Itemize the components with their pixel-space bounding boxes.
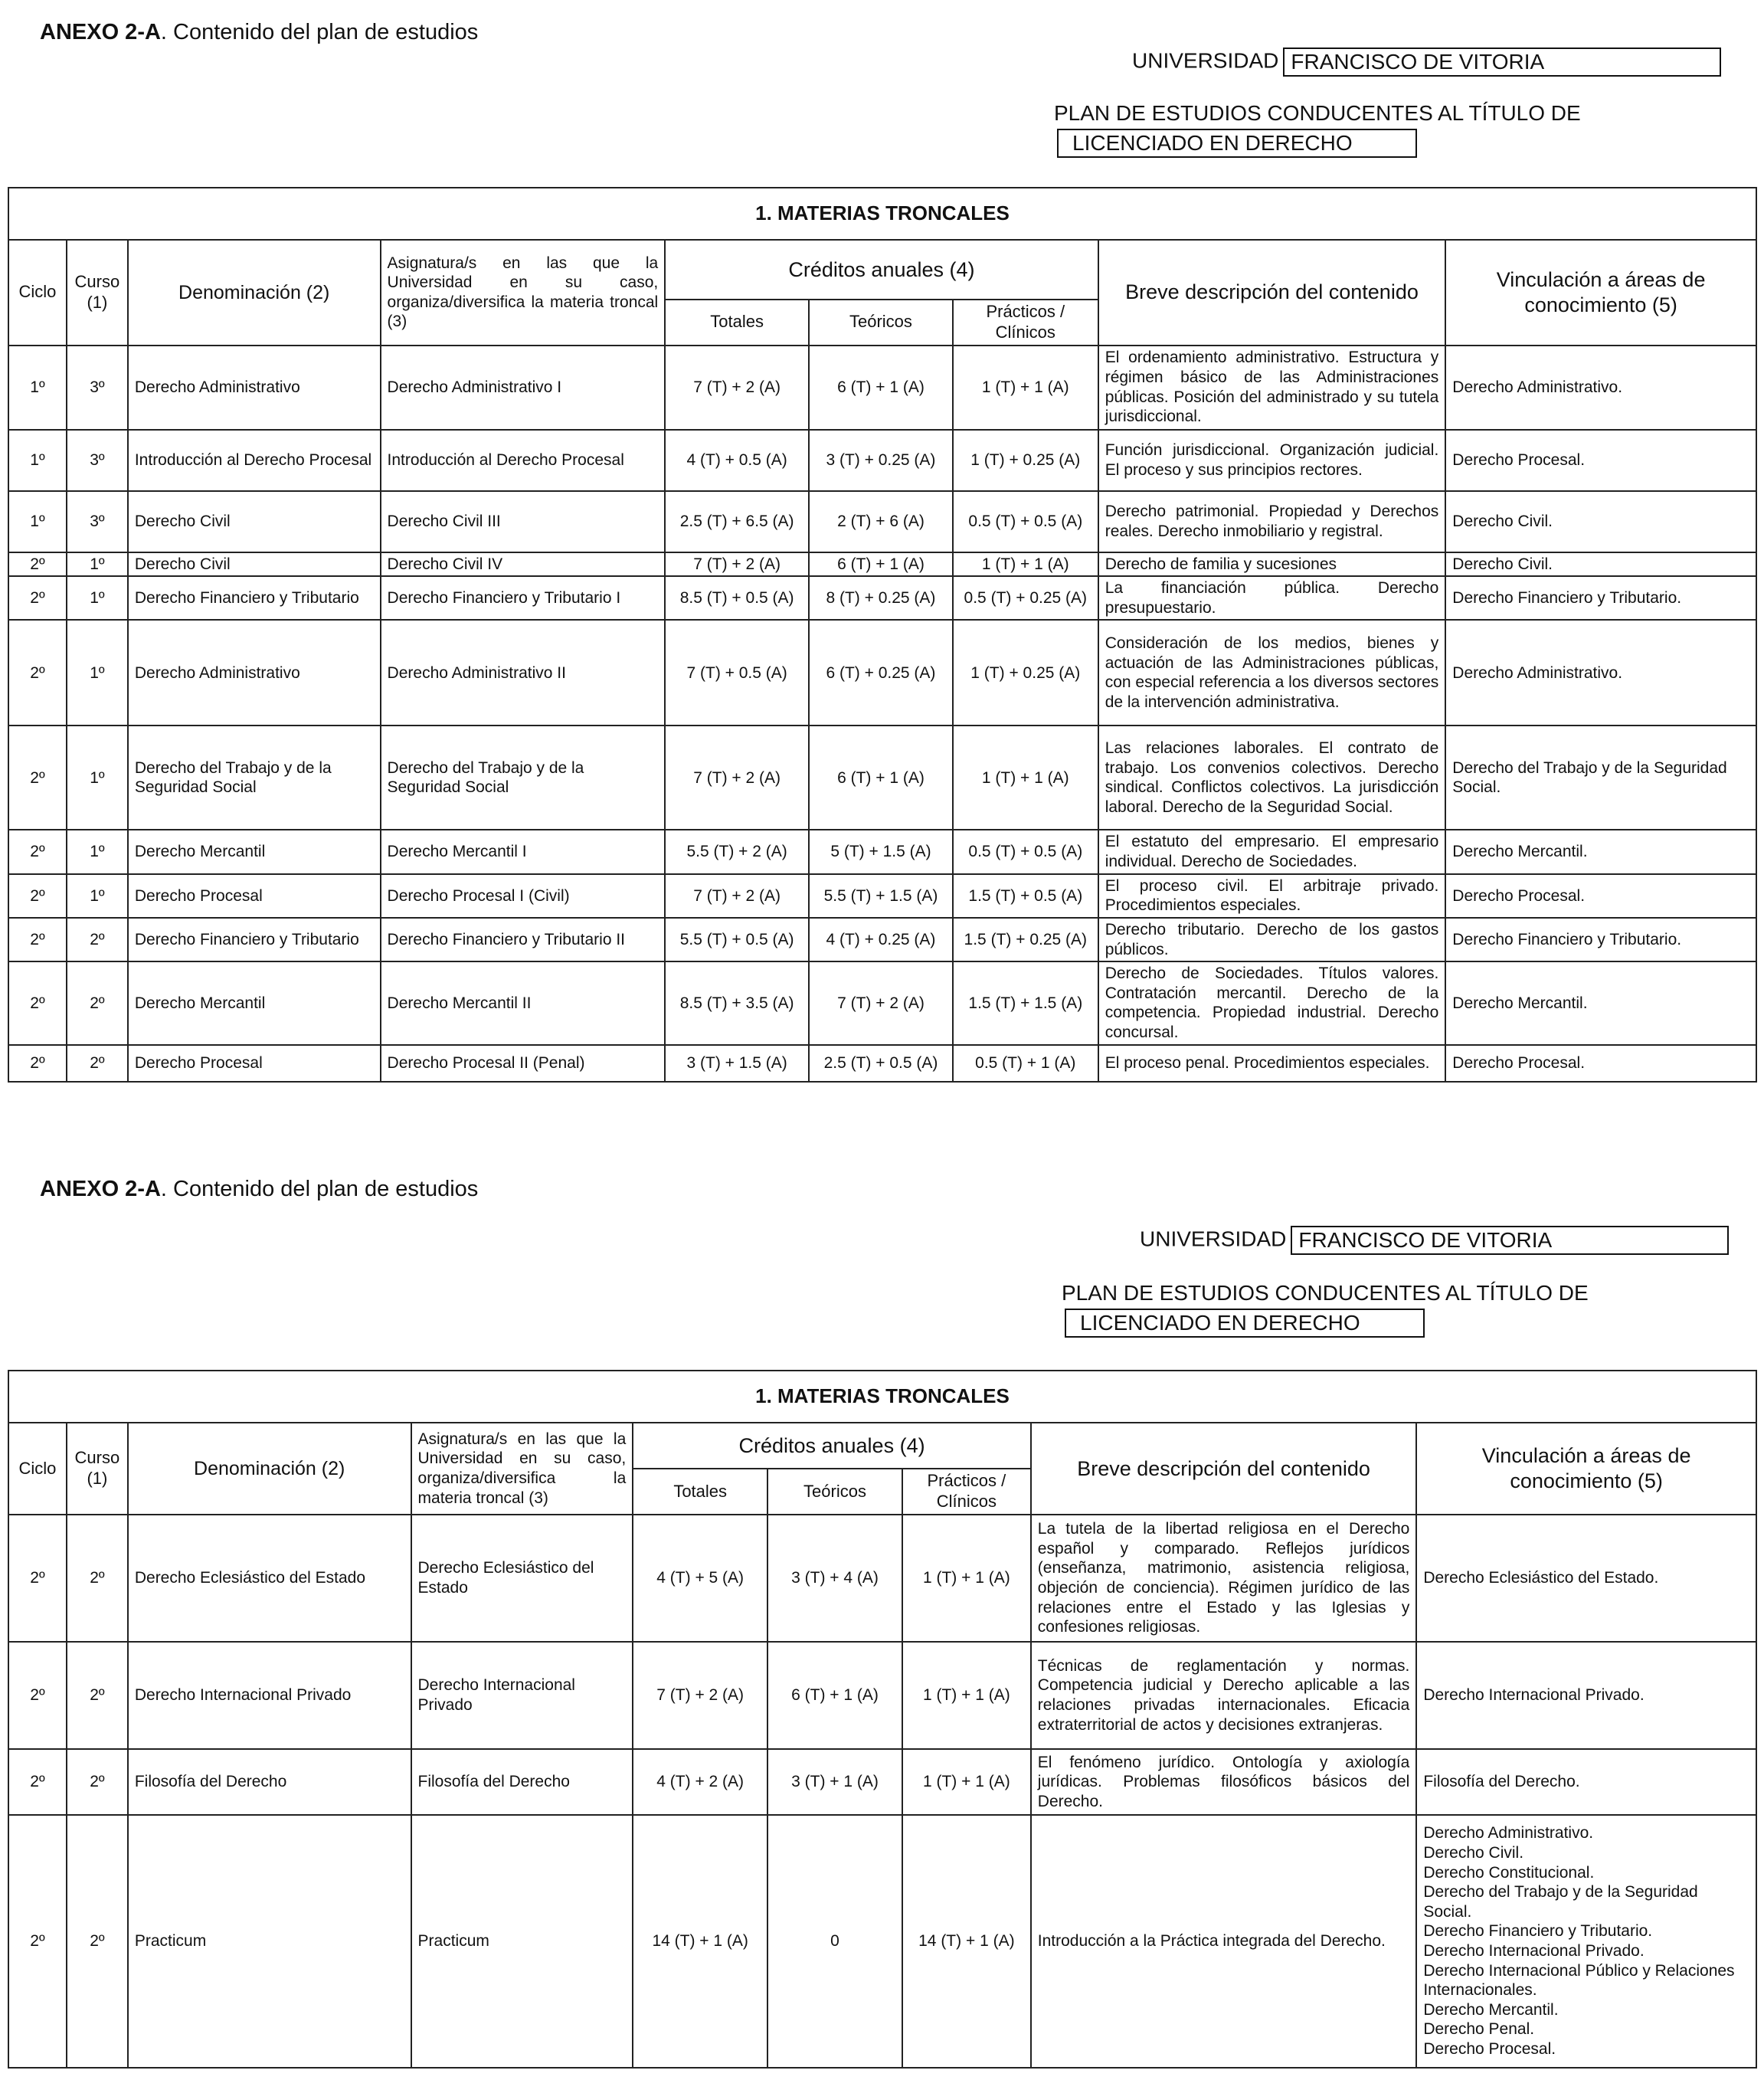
annex-text: . Contenido del plan de estudios (160, 20, 479, 44)
cell-denominacion: Derecho Financiero y Tributario (128, 918, 381, 961)
cell-practicos: 1.5 (T) + 0.25 (A) (953, 918, 1098, 961)
cell-practicos: 1.5 (T) + 1.5 (A) (953, 961, 1098, 1044)
area-item: Derecho Financiero y Tributario. (1423, 1922, 1653, 1941)
cell-descripcion: Introducción a la Práctica integrada del Derecho. (1031, 1815, 1417, 2068)
cell-asignatura: Derecho Procesal II (Penal) (381, 1045, 666, 1082)
cell-areas (1445, 552, 1756, 577)
cell-teoricos: 3 (T) + 0.25 (A) (809, 430, 953, 491)
cell-ciclo: 2º (8, 726, 67, 830)
cell-asignatura: Practicum (411, 1815, 633, 2068)
cell-practicos: 1 (T) + 1 (A) (953, 726, 1098, 830)
cell-curso: 3º (67, 491, 128, 552)
table-row (8, 430, 1756, 491)
cell-denominacion: Filosofía del Derecho (128, 1749, 411, 1815)
cell-totales: 5.5 (T) + 2 (A) (665, 830, 809, 873)
cell-practicos: 0.5 (T) + 0.5 (A) (953, 830, 1098, 873)
plan-label: PLAN DE ESTUDIOS CONDUCENTES AL TÍTULO DE (1054, 101, 1581, 125)
header-curso: Curso (1) (67, 1423, 128, 1515)
cell-curso: 2º (67, 918, 128, 961)
cell-denominacion: Derecho Eclesiástico del Estado (128, 1515, 411, 1642)
area-item: Derecho Penal. (1423, 2020, 1535, 2039)
cell-denominacion: Derecho Civil (128, 491, 381, 552)
annex-label: ANEXO 2-A (40, 1177, 161, 1201)
cell-descripcion: Técnicas de reglamentación y normas. Competencia judicial y Derecho aplicable a las relaciones privadas internacionales. Eficacia extraterritorial de actos y decisiones extranjeras. (1031, 1642, 1417, 1749)
table-row (8, 918, 1756, 961)
cell-totales: 2.5 (T) + 6.5 (A) (665, 491, 809, 552)
cell-curso: 2º (67, 1045, 128, 1082)
cell-descripcion: Consideración de los medios, bienes y actuación de las Administraciones públicas, con especial referencia a los diversos sectores de la intervención administrativa. (1098, 620, 1446, 726)
area-item: Derecho Procesal. (1423, 2040, 1556, 2059)
cell-teoricos: 4 (T) + 0.25 (A) (809, 918, 953, 961)
plan-row (1062, 1281, 1589, 1335)
cell-asignatura: Derecho Mercantil I (381, 830, 666, 873)
cell-curso: 1º (67, 874, 128, 918)
cell-totales: 8.5 (T) + 3.5 (A) (665, 961, 809, 1044)
cell-totales: 4 (T) + 5 (A) (633, 1515, 767, 1642)
cell-practicos: 0.5 (T) + 0.5 (A) (953, 491, 1098, 552)
area-item: Derecho Administrativo. (1423, 1824, 1594, 1843)
cell-teoricos: 6 (T) + 1 (A) (809, 552, 953, 577)
cell-areas (1445, 346, 1756, 430)
cell-curso: 3º (67, 430, 128, 491)
cell-denominacion: Derecho del Trabajo y de la Seguridad Social (128, 726, 381, 830)
table-row (8, 552, 1756, 577)
cell-curso: 1º (67, 830, 128, 873)
cell-descripcion: Derecho de familia y sucesiones (1098, 552, 1446, 577)
cell-descripcion: Derecho patrimonial. Propiedad y Derechos reales. Derecho inmobiliario y registral. (1098, 491, 1446, 552)
header-asignatura: Asignatura/s en las que la Universidad en su caso, organiza/diversifica la materia troncal (3) (411, 1423, 633, 1515)
table-row (8, 830, 1756, 873)
cell-totales: 5.5 (T) + 0.5 (A) (665, 918, 809, 961)
header-vinculacion: Vinculación a áreas de conocimiento (5) (1416, 1423, 1756, 1515)
cell-curso: 1º (67, 552, 128, 577)
cell-descripcion: La financiación pública. Derecho presupuestario. (1098, 576, 1446, 620)
university-label: UNIVERSIDAD (1140, 1227, 1287, 1251)
cell-ciclo: 1º (8, 430, 67, 491)
university-row (1140, 1226, 1729, 1255)
cell-areas (1416, 1642, 1756, 1749)
header-teoricos: Teóricos (767, 1469, 902, 1515)
table-row (8, 1815, 1756, 2068)
header-totales: Totales (633, 1469, 767, 1515)
header-descripcion: Breve descripción del contenido (1031, 1423, 1417, 1515)
cell-denominacion: Derecho Civil (128, 552, 381, 577)
area-item: Derecho Internacional Privado. (1423, 1942, 1645, 1960)
table-title: 1. MATERIAS TRONCALES (8, 1371, 1756, 1423)
cell-descripcion: El proceso civil. El arbitraje privado. Procedimientos especiales. (1098, 874, 1446, 918)
cell-totales: 7 (T) + 2 (A) (665, 874, 809, 918)
annex-heading (40, 1177, 478, 1202)
cell-areas (1445, 491, 1756, 552)
cell-areas (1445, 1045, 1756, 1082)
cell-ciclo: 2º (8, 830, 67, 873)
area-item: Derecho Mercantil. (1452, 843, 1588, 861)
header-practicos: Prácticos / Clínicos (953, 300, 1098, 346)
cell-areas (1445, 430, 1756, 491)
cell-teoricos: 8 (T) + 0.25 (A) (809, 576, 953, 620)
document-page-2 (0, 1149, 1764, 2080)
cell-asignatura: Introducción al Derecho Procesal (381, 430, 666, 491)
cell-ciclo: 2º (8, 620, 67, 726)
cell-teoricos: 6 (T) + 1 (A) (809, 346, 953, 430)
cell-curso: 3º (67, 346, 128, 430)
cell-denominacion: Derecho Procesal (128, 874, 381, 918)
cell-areas (1416, 1515, 1756, 1642)
cell-totales: 4 (T) + 2 (A) (633, 1749, 767, 1815)
plan-value: LICENCIADO EN DERECHO (1065, 1309, 1425, 1338)
area-item: Derecho Eclesiástico del Estado. (1423, 1569, 1659, 1587)
cell-asignatura: Derecho Eclesiástico del Estado (411, 1515, 633, 1642)
header-descripcion: Breve descripción del contenido (1098, 240, 1446, 346)
cell-totales: 4 (T) + 0.5 (A) (665, 430, 809, 491)
cell-ciclo: 2º (8, 961, 67, 1044)
plan-label: PLAN DE ESTUDIOS CONDUCENTES AL TÍTULO DE (1062, 1281, 1589, 1305)
cell-ciclo: 2º (8, 1515, 67, 1642)
cell-teoricos: 5 (T) + 1.5 (A) (809, 830, 953, 873)
area-item: Derecho Internacional Privado. (1423, 1686, 1645, 1705)
cell-teoricos: 2.5 (T) + 0.5 (A) (809, 1045, 953, 1082)
cell-denominacion: Introducción al Derecho Procesal (128, 430, 381, 491)
header-creditos: Créditos anuales (4) (665, 240, 1098, 300)
cell-teoricos: 0 (767, 1815, 902, 2068)
area-item: Derecho Mercantil. (1423, 2000, 1559, 2019)
area-item: Derecho Financiero y Tributario. (1452, 589, 1682, 608)
cell-descripcion: El ordenamiento administrativo. Estructura y régimen básico de las Administraciones públicas. Posición del administrado y su tutela jurisdiccional. (1098, 346, 1446, 430)
cell-asignatura: Derecho Mercantil II (381, 961, 666, 1044)
cell-teoricos: 5.5 (T) + 1.5 (A) (809, 874, 953, 918)
header-curso: Curso (1) (67, 240, 128, 346)
cell-teoricos: 6 (T) + 1 (A) (767, 1642, 902, 1749)
cell-denominacion: Derecho Administrativo (128, 620, 381, 726)
cell-practicos: 14 (T) + 1 (A) (902, 1815, 1031, 2068)
cell-asignatura: Derecho Administrativo II (381, 620, 666, 726)
cell-areas (1445, 874, 1756, 918)
table-title: 1. MATERIAS TRONCALES (8, 188, 1756, 240)
cell-curso: 2º (67, 1515, 128, 1642)
cell-teoricos: 6 (T) + 1 (A) (809, 726, 953, 830)
header-practicos: Prácticos / Clínicos (902, 1469, 1031, 1515)
cell-ciclo: 1º (8, 346, 67, 430)
area-item: Derecho Procesal. (1452, 450, 1586, 469)
table-row (8, 874, 1756, 918)
cell-teoricos: 7 (T) + 2 (A) (809, 961, 953, 1044)
cell-practicos: 1 (T) + 1 (A) (902, 1749, 1031, 1815)
table-row (8, 346, 1756, 430)
cell-totales: 7 (T) + 2 (A) (665, 346, 809, 430)
cell-practicos: 1 (T) + 1 (A) (902, 1642, 1031, 1749)
area-item: Derecho Mercantil. (1452, 994, 1588, 1012)
header-teoricos: Teóricos (809, 300, 953, 346)
cell-asignatura: Derecho Civil III (381, 491, 666, 552)
cell-ciclo: 2º (8, 1642, 67, 1749)
cell-ciclo: 1º (8, 491, 67, 552)
cell-teoricos: 2 (T) + 6 (A) (809, 491, 953, 552)
area-item: Derecho Civil. (1423, 1843, 1524, 1862)
cell-asignatura: Derecho Financiero y Tributario I (381, 576, 666, 620)
header-asignatura: Asignatura/s en las que la Universidad en su caso, organiza/diversifica la materia troncal (3) (381, 240, 666, 346)
cell-descripcion: El estatuto del empresario. El empresario individual. Derecho de Sociedades. (1098, 830, 1446, 873)
cell-totales: 14 (T) + 1 (A) (633, 1815, 767, 2068)
cell-descripcion: Derecho de Sociedades. Títulos valores. Contratación mercantil. Derecho de la competencia. Propiedad industrial. Derecho concursal. (1098, 961, 1446, 1044)
cell-ciclo: 2º (8, 1749, 67, 1815)
cell-denominacion: Derecho Mercantil (128, 830, 381, 873)
university-value: FRANCISCO DE VITORIA (1283, 47, 1721, 77)
header-denominacion: Denominación (2) (128, 1423, 411, 1515)
cell-denominacion: Derecho Internacional Privado (128, 1642, 411, 1749)
table-row (8, 1642, 1756, 1749)
cell-areas (1445, 726, 1756, 830)
cell-curso: 1º (67, 620, 128, 726)
cell-asignatura: Derecho Civil IV (381, 552, 666, 577)
area-item: Derecho Financiero y Tributario. (1452, 930, 1682, 948)
cell-denominacion: Derecho Financiero y Tributario (128, 576, 381, 620)
table-row (8, 961, 1756, 1044)
table-row (8, 491, 1756, 552)
cell-totales: 8.5 (T) + 0.5 (A) (665, 576, 809, 620)
university-label: UNIVERSIDAD (1132, 48, 1279, 73)
cell-totales: 7 (T) + 2 (A) (665, 726, 809, 830)
area-item: Derecho Procesal. (1452, 886, 1586, 905)
table-row (8, 1515, 1756, 1642)
table-row (8, 576, 1756, 620)
cell-teoricos: 3 (T) + 1 (A) (767, 1749, 902, 1815)
cell-asignatura: Derecho Internacional Privado (411, 1642, 633, 1749)
cell-descripcion: Derecho tributario. Derecho de los gastos públicos. (1098, 918, 1446, 961)
cell-totales: 7 (T) + 2 (A) (633, 1642, 767, 1749)
cell-ciclo: 2º (8, 552, 67, 577)
plan-value: LICENCIADO EN DERECHO (1057, 129, 1417, 158)
cell-totales: 7 (T) + 0.5 (A) (665, 620, 809, 726)
area-item: Derecho Procesal. (1452, 1053, 1586, 1072)
area-item: Filosofía del Derecho. (1423, 1773, 1580, 1791)
area-item: Derecho Civil. (1452, 555, 1553, 573)
cell-curso: 1º (67, 726, 128, 830)
header-creditos: Créditos anuales (4) (633, 1423, 1031, 1469)
table-row (8, 726, 1756, 830)
header-denominacion: Denominación (2) (128, 240, 381, 346)
cell-ciclo: 2º (8, 918, 67, 961)
university-row (1132, 47, 1721, 77)
header-ciclo: Ciclo (8, 240, 67, 346)
cell-curso: 2º (67, 1815, 128, 2068)
header-ciclo: Ciclo (8, 1423, 67, 1515)
cell-descripcion: La tutela de la libertad religiosa en el Derecho español y comparado. Reflejos jurídicos (enseñanza, matrimonio, asistencia religiosa, objeción de conciencia). Régimen jurídico de las relaciones entre el Estado y las Iglesias y confesiones religiosas. (1031, 1515, 1417, 1642)
cell-teoricos: 3 (T) + 4 (A) (767, 1515, 902, 1642)
cell-practicos: 1 (T) + 1 (A) (902, 1515, 1031, 1642)
cell-areas (1445, 918, 1756, 961)
cell-areas (1445, 620, 1756, 726)
cell-asignatura: Derecho Financiero y Tributario II (381, 918, 666, 961)
cell-areas (1445, 830, 1756, 873)
header-totales: Totales (665, 300, 809, 346)
cell-ciclo: 2º (8, 1815, 67, 2068)
cell-descripcion: El fenómeno jurídico. Ontología y axiología jurídicas. Problemas filosóficos básicos del Derecho. (1031, 1749, 1417, 1815)
cell-areas (1416, 1749, 1756, 1815)
cell-denominacion: Derecho Procesal (128, 1045, 381, 1082)
cell-areas (1416, 1815, 1756, 2068)
header-vinculacion: Vinculación a áreas de conocimiento (5) (1445, 240, 1756, 346)
area-item: Derecho Administrativo. (1452, 663, 1623, 682)
university-value: FRANCISCO DE VITORIA (1291, 1226, 1729, 1255)
cell-curso: 2º (67, 1749, 128, 1815)
cell-denominacion: Derecho Administrativo (128, 346, 381, 430)
area-item: Derecho Constitucional. (1423, 1863, 1595, 1882)
cell-asignatura: Derecho Administrativo I (381, 346, 666, 430)
cell-asignatura: Derecho Procesal I (Civil) (381, 874, 666, 918)
cell-practicos: 1 (T) + 1 (A) (953, 346, 1098, 430)
cell-practicos: 0.5 (T) + 1 (A) (953, 1045, 1098, 1082)
area-item: Derecho del Trabajo y de la Seguridad Social. (1452, 758, 1727, 797)
cell-ciclo: 2º (8, 576, 67, 620)
cell-asignatura: Derecho del Trabajo y de la Seguridad Social (381, 726, 666, 830)
cell-curso: 1º (67, 576, 128, 620)
cell-asignatura: Filosofía del Derecho (411, 1749, 633, 1815)
cell-descripcion: Función jurisdiccional. Organización judicial. El proceso y sus principios rectores. (1098, 430, 1446, 491)
plan-row (1054, 101, 1581, 155)
cell-practicos: 1 (T) + 0.25 (A) (953, 620, 1098, 726)
area-item: Derecho Internacional Público y Relaciones Internacionales. (1423, 1961, 1735, 2000)
cell-totales: 7 (T) + 2 (A) (665, 552, 809, 577)
cell-descripcion: Las relaciones laborales. El contrato de trabajo. Los convenios colectivos. Derecho sindical. Conflictos colectivos. La jurisdicción laboral. Derecho de la Seguridad Social. (1098, 726, 1446, 830)
annex-heading (40, 20, 478, 45)
area-item: Derecho Administrativo. (1452, 378, 1623, 396)
cell-denominacion: Practicum (128, 1815, 411, 2068)
area-item: Derecho del Trabajo y de la Seguridad Social. (1423, 1883, 1698, 1921)
annex-label: ANEXO 2-A (40, 20, 161, 44)
cell-teoricos: 6 (T) + 0.25 (A) (809, 620, 953, 726)
cell-descripcion: El proceso penal. Procedimientos especiales. (1098, 1045, 1446, 1082)
cell-practicos: 1 (T) + 1 (A) (953, 552, 1098, 577)
cell-denominacion: Derecho Mercantil (128, 961, 381, 1044)
cell-practicos: 0.5 (T) + 0.25 (A) (953, 576, 1098, 620)
subjects-table (8, 187, 1757, 1083)
table-row (8, 620, 1756, 726)
cell-curso: 2º (67, 961, 128, 1044)
cell-areas (1445, 961, 1756, 1044)
cell-practicos: 1.5 (T) + 0.5 (A) (953, 874, 1098, 918)
cell-areas (1445, 576, 1756, 620)
subjects-table (8, 1370, 1757, 2069)
cell-ciclo: 2º (8, 874, 67, 918)
cell-practicos: 1 (T) + 0.25 (A) (953, 430, 1098, 491)
cell-ciclo: 2º (8, 1045, 67, 1082)
area-item: Derecho Civil. (1452, 512, 1553, 530)
table-row (8, 1045, 1756, 1082)
annex-text: . Contenido del plan de estudios (160, 1177, 479, 1201)
cell-curso: 2º (67, 1642, 128, 1749)
table-row (8, 1749, 1756, 1815)
cell-totales: 3 (T) + 1.5 (A) (665, 1045, 809, 1082)
